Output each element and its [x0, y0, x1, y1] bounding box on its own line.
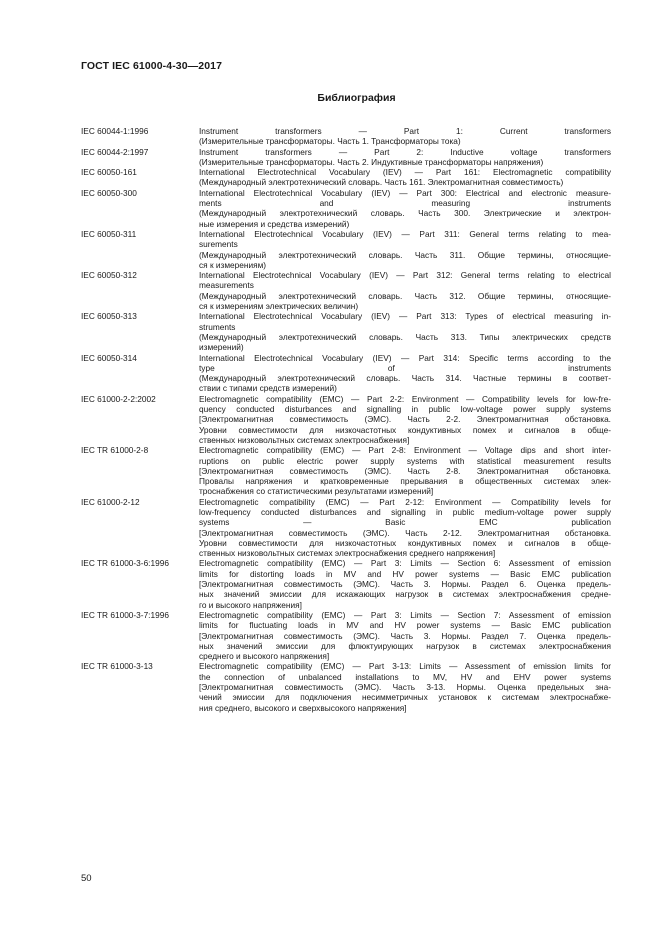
entry-line: surements — [199, 239, 238, 250]
entry-line: International Electrotechnical Vocabulary (IEV) — Part 312: General terms relating to electrical — [199, 270, 611, 281]
bibliography-entry — [81, 126, 611, 147]
entry-line: low-frequency conducted disturbances and signalling in public medium-voltage power supply — [199, 506, 611, 517]
entry-line: measurements — [199, 280, 254, 291]
entry-line: (Международный электротехнический словарь. Часть 311. Общие термины, относящие- — [199, 249, 611, 260]
entry-line: (Международный электротехнический словарь. Часть 314. Частные термины в соответ- — [199, 373, 611, 384]
entry-line: ственных низковольтных системах электроснабжения] — [199, 434, 410, 445]
entry-line: type of instruments — [199, 362, 611, 373]
bibliography-entry — [81, 229, 611, 270]
bibliography-entry — [81, 445, 611, 496]
entry-line: ruptions on public electric power supply systems with statistical measurement results — [199, 455, 611, 466]
entry-line: ные измерения и средства измерений) — [199, 218, 350, 229]
section-title — [0, 92, 661, 104]
entry-line: среднего и высокого напряжения] — [199, 651, 330, 662]
entry-line: чений эмиссии для подключения несимметричных установок к системам электроснабже- — [199, 692, 611, 703]
bibliography-entry — [81, 270, 611, 311]
page-number: 50 — [81, 873, 92, 884]
entry-line: [Электромагнитная совместимость (ЭМС). Часть 2-12. Электромагнитная обстановка. — [199, 527, 611, 538]
entry-line: International Electrotechnical Vocabulary (IEV) — Part 314: Specific terms according to the — [199, 352, 611, 363]
entry-line: Уровни совместимости для низкочастотных кондуктивных помех и сигналов в обще- — [199, 537, 611, 548]
entry-reference: IEC TR 61000-3-7:1996 — [81, 609, 169, 620]
bibliography-entry — [81, 167, 611, 188]
entry-reference: IEC 61000-2-2:2002 — [81, 393, 156, 404]
entry-reference: IEC TR 61000-2-8 — [81, 445, 149, 456]
entry-line: ствии с типами средств измерений) — [199, 383, 337, 394]
entry-reference: IEC TR 61000-3-6:1996 — [81, 558, 169, 569]
entry-line: ся к измерениям электрических величин) — [199, 301, 359, 312]
entry-line: systems — Basic EMC publication — [199, 517, 611, 528]
bibliography-entry — [81, 497, 611, 559]
entry-line: измерений) — [199, 342, 244, 353]
entry-line: Electromagnetic compatibility (EMC) — Part 2-2: Environment — Compatibility levels for low-fre- — [199, 393, 611, 404]
entry-line: (Измерительные трансформаторы. Часть 2. Индуктивные трансформаторы напряжения) — [199, 156, 544, 167]
bibliography-entry — [81, 558, 611, 609]
entry-line: ся к измерениям) — [199, 259, 267, 270]
entry-description — [199, 497, 611, 559]
bibliography-entry — [81, 311, 611, 352]
entry-line: [Электромагнитная совместимость (ЭМС). Часть 3. Нормы. Раздел 6. Оценка предель- — [199, 579, 611, 590]
entry-line: Провалы напряжения и кратковременные прерывания в общественных системах элек- — [199, 476, 611, 487]
entry-line: ных значений эмиссии для флюктуирующих нагрузок в системах электроснабжения — [199, 640, 611, 651]
entry-reference: IEC TR 61000-3-13 — [81, 661, 153, 672]
entry-line: ственных низковольтных системах электроснабжения среднего напряжения] — [199, 548, 496, 559]
entry-description — [199, 353, 611, 394]
entry-line: the connection of unbalanced installations to MV, HV and EHV power systems — [199, 671, 611, 682]
entry-line: International Electrotechnical Vocabulary (IEV) — Part 311: General terms relating to mea- — [199, 228, 611, 239]
entry-line: limits for fluctuating loads in MV and HV power systems — Basic EMC publication — [199, 620, 611, 631]
bibliography-entry — [81, 394, 611, 445]
entry-line: limits for distorting loads in MV and HV power systems — Basic EMC publication — [199, 568, 611, 579]
entry-line: Electromagnetic compatibility (EMC) — Part 3: Limits — Section 6: Assessment of emission — [199, 558, 611, 569]
bibliography-entry — [81, 147, 611, 168]
entry-line: [Электромагнитная совместимость (ЭМС). Часть 3-13. Нормы. Оценка предельных зна- — [199, 682, 611, 693]
entry-line: Electromagnetic compatibility (EMC) — Part 3: Limits — Section 7: Assessment of emission — [199, 609, 611, 620]
entry-reference: IEC 60050-161 — [81, 167, 137, 178]
entry-line: Electromagnetic compatibility (EMC) — Part 2-12: Environment — Compatibility levels for — [199, 496, 611, 507]
entry-line: троснабжения со статистическими результатами измерений] — [199, 486, 434, 497]
entry-description — [199, 311, 611, 352]
entry-description — [199, 661, 611, 712]
entry-description — [199, 188, 611, 229]
bibliography-entry — [81, 610, 611, 661]
entry-reference: IEC 60050-313 — [81, 311, 137, 322]
entry-line: Electromagnetic compatibility (EMC) — Part 3-13: Limits — Assessment of emission limits for — [199, 661, 611, 672]
entry-line: ния среднего, высокого и сверхвысокого напряжения] — [199, 702, 407, 713]
bibliography-list — [81, 126, 611, 713]
section-title-text: Библиография — [317, 92, 396, 104]
entry-reference: IEC 61000-2-12 — [81, 496, 140, 507]
entry-reference: IEC 60044-2:1997 — [81, 146, 149, 157]
entry-reference: IEC 60050-311 — [81, 228, 137, 239]
entry-description — [199, 147, 611, 168]
entry-description — [199, 229, 611, 270]
bibliography-entry — [81, 188, 611, 229]
entry-line: (Измерительные трансформаторы. Часть 1. Трансформаторы тока) — [199, 136, 461, 147]
entry-reference: IEC 60050-300 — [81, 187, 137, 198]
entry-line: (Международный электротехнический словарь. Часть 300. Электрические и электрон- — [199, 208, 611, 219]
entry-line: (Международный электротехнический словарь. Часть 312. Общие термины, относящие- — [199, 290, 611, 301]
entry-line: Instrument transformers — Part 2: Inductive voltage transformers — [199, 146, 611, 157]
entry-description — [199, 126, 611, 147]
entry-line: struments — [199, 321, 236, 332]
entry-line: International Electrotechnical Vocabulary (IEV) — Part 313: Types of electrical measuring in- — [199, 311, 611, 322]
entry-line: (Международный электротехнический словарь. Часть 313. Типы электрических средств — [199, 331, 611, 342]
entry-line: ments and measuring instruments — [199, 198, 611, 209]
entry-line: [Электромагнитная совместимость (ЭМС). Часть 2-8. Электромагнитная обстановка. — [199, 465, 611, 476]
entry-reference: IEC 60050-312 — [81, 270, 137, 281]
bibliography-entry — [81, 661, 611, 712]
entry-reference: IEC 60050-314 — [81, 352, 137, 363]
entry-reference: IEC 60044-1:1996 — [81, 126, 149, 136]
entry-description — [199, 394, 611, 445]
entry-line: (Международный электротехнический словарь. Часть 161. Электромагнитная совместимость) — [199, 177, 564, 188]
entry-line: Уровни совместимости для низкочастотных кондуктивных помех и сигналов в обще- — [199, 424, 611, 435]
entry-line: [Электромагнитная совместимость (ЭМС). Часть 2-2. Электромагнитная обстановка. — [199, 414, 611, 425]
entry-line: International Electrotechnical Vocabulary (IEV) — Part 161: Electromagnetic compatibility — [199, 167, 611, 178]
entry-line: [Электромагнитная совместимость (ЭМС). Часть 3. Нормы. Раздел 7. Оценка предель- — [199, 630, 611, 641]
entry-description — [199, 445, 611, 496]
entry-line: quency conducted disturbances and signalling in public low-voltage power supply systems — [199, 404, 611, 415]
entry-description — [199, 167, 611, 188]
entry-line: International Electrotechnical Vocabulary (IEV) — Part 300: Electrical and electronic measure- — [199, 187, 611, 198]
bibliography-entry — [81, 353, 611, 394]
entry-description — [199, 610, 611, 661]
entry-line: ных значений эмиссии для искажающих нагрузок в системах электроснабжения средне- — [199, 589, 611, 600]
entry-description — [199, 558, 611, 609]
entry-description — [199, 270, 611, 311]
entry-line: Electromagnetic compatibility (EMC) — Part 2-8: Environment — Voltage dips and short inter- — [199, 445, 611, 456]
entry-line: Instrument transformers — Part 1: Current transformers — [199, 126, 611, 136]
entry-line: го и высокого напряжения] — [199, 599, 302, 610]
document-header: ГОСТ IEC 61000-4-30—2017 — [81, 60, 223, 72]
